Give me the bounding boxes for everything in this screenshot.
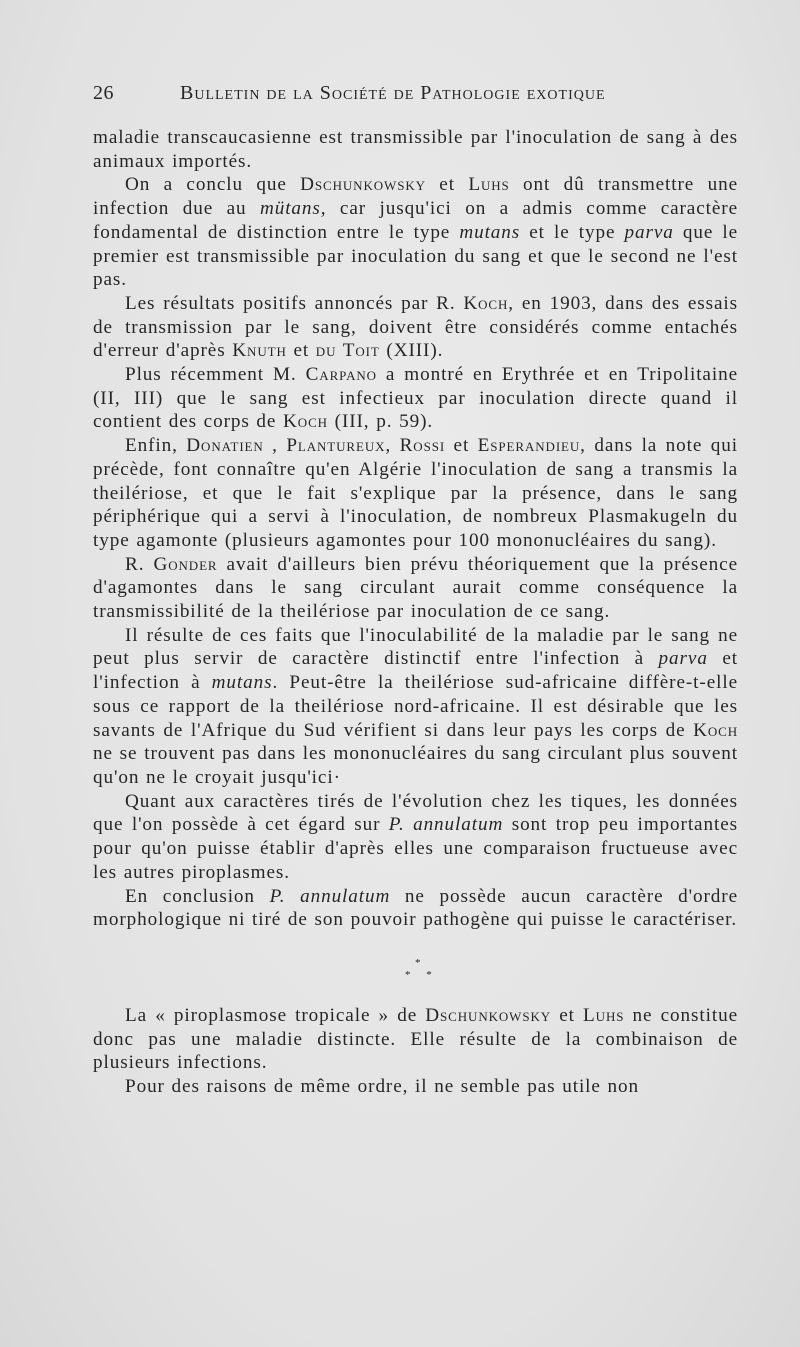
species-name: parva xyxy=(658,648,708,670)
species-name: mutans xyxy=(211,672,273,694)
author-name: Dschunkowsky xyxy=(300,174,426,196)
author-name: Luhs xyxy=(468,174,510,196)
text-span: a montré en Erythrée et en Tripolitaine (II, III) que le sang est infectieux par inoculation directe quand il contient des corps de xyxy=(93,364,738,433)
species-name: mutans xyxy=(459,221,521,243)
species-name: P. annulatum xyxy=(269,885,391,907)
text-span: , xyxy=(263,435,287,457)
author-name: Plantureux xyxy=(286,435,386,457)
paragraph-2 xyxy=(93,173,738,292)
paragraph-10 xyxy=(93,1004,738,1075)
author-name: Carpano xyxy=(305,364,377,386)
text-span: La « piroplasmose tropicale » de xyxy=(125,1004,426,1026)
section-separator xyxy=(93,932,738,1004)
species-name: parva xyxy=(624,221,674,243)
paragraph-6 xyxy=(93,553,738,624)
author-name: Gonder xyxy=(153,553,218,575)
text-span: que le premier est transmissible par inoculation du sang et que le second ne l'est pas. xyxy=(93,221,738,291)
author-name: Koch xyxy=(463,292,509,314)
text-span: ont dû transmettre une infection due au xyxy=(93,174,739,220)
paragraph-8 xyxy=(93,790,738,885)
text-span: et le type xyxy=(520,221,625,243)
page-number: 26 xyxy=(93,82,114,104)
author-name: Dschunkowsky xyxy=(425,1004,552,1026)
text-span: avait d'ailleurs bien prévu théoriquement que la présence d'agamontes dans le sang circulant aurait comme conséquence la transmissibilité de la theilériose par inoculation de ce sang. xyxy=(93,553,738,623)
author-name: Rossi xyxy=(399,435,446,457)
paragraph-7 xyxy=(93,624,738,790)
text-span: (III, p. 59). xyxy=(327,411,434,433)
text-span: , dans la note qui précède, font connaître qu'en Algérie l'inoculation de sang a transmis la theilériose, et que le fait s'explique par la présence, dans le sang périphérique qui a servi à l'inoculation, de nombreux Plasmakugeln du type agamonte (plusieurs agamontes pour 100 mononucléaires du sang). xyxy=(93,435,738,551)
author-name: Knuth xyxy=(232,340,287,362)
species-name: P. annulatum xyxy=(388,814,504,836)
text-span: Quant aux caractères tirés de l'évolution chez les tiques, les données que l'on possède à cet égard sur xyxy=(93,790,738,836)
paragraph-9 xyxy=(93,885,738,932)
text-span: et xyxy=(286,340,316,362)
text-span: , car jusqu'ici on a admis comme caractère fondamental de distinction entre le type xyxy=(93,198,738,243)
text-span: et xyxy=(445,435,478,457)
species-name: mütans xyxy=(259,198,321,220)
text-span: et l'infection à xyxy=(93,648,738,694)
text-span: ne constitue donc pas une maladie distincte. Elle résulte de la combinaison de plusieurs infections. xyxy=(93,1004,738,1074)
text-span: R. xyxy=(125,553,154,575)
text-span: En conclusion xyxy=(125,885,270,907)
author-name: Donatien xyxy=(186,435,264,457)
text-span: et xyxy=(425,174,469,196)
author-name: du Toit xyxy=(315,340,380,362)
paragraph-4 xyxy=(93,363,738,434)
journal-title: Bulletin de la Société de Pathologie exotique xyxy=(180,82,606,104)
asterism-top: * xyxy=(415,956,422,969)
paragraph-11 xyxy=(93,1075,738,1099)
text-span: ne possède aucun caractère d'ordre morphologique ni tiré de son pouvoir pathogène qui puisse le caractériser. xyxy=(93,885,738,931)
text-span: . Peut-être la theilériose sud-africaine diffère-t-elle sous ce rapport de la theilériose nord-africaine. Il est désirable que les savants de l'Afrique du Sud vérifient si dans leur pays les corps de xyxy=(93,672,738,741)
text-span: et xyxy=(551,1004,584,1026)
paragraph-5 xyxy=(93,434,738,553)
text-span: Plus récemment M. xyxy=(125,364,306,386)
paragraph-1 xyxy=(93,126,738,173)
text-span: , en 1903, dans des essais de transmission par le sang, doivent être considérés comme entachés d'erreur d'après xyxy=(93,292,738,362)
text-span: maladie transcaucasienne est transmissible par l'inoculation de sang à des animaux importés. xyxy=(93,127,738,172)
text-span: , xyxy=(385,435,400,457)
text-span: Les résultats positifs annoncés par R. xyxy=(125,292,464,314)
text-span: Il résulte de ces faits que l'inoculabilité de la maladie par le sang ne peut plus servir de caractère distinctif entre l'infection à xyxy=(93,624,738,670)
text-span: (XIII). xyxy=(379,340,444,362)
running-head xyxy=(93,82,745,110)
text-span: On a conclu que xyxy=(125,174,301,196)
paragraph-3 xyxy=(93,292,738,363)
text-span: sont trop peu importantes pour qu'on puisse établir d'après elles une comparaison fructueuse avec les autres piroplasmes. xyxy=(93,814,738,883)
author-name: Esperandieu xyxy=(477,435,581,457)
asterism-bottom: * * xyxy=(405,968,438,981)
body-text xyxy=(93,126,738,1099)
author-name: Luhs xyxy=(583,1004,625,1026)
text-span: Pour des raisons de même ordre, il ne semble pas utile non xyxy=(125,1076,640,1098)
author-name: Koch xyxy=(693,719,738,741)
author-name: Koch xyxy=(283,411,328,433)
text-span: Enfin, xyxy=(125,435,187,457)
text-span: ne se trouvent pas dans les mononucléaires du sang circulant plus souvent qu'on ne le croyait jusqu'ici· xyxy=(93,743,738,788)
